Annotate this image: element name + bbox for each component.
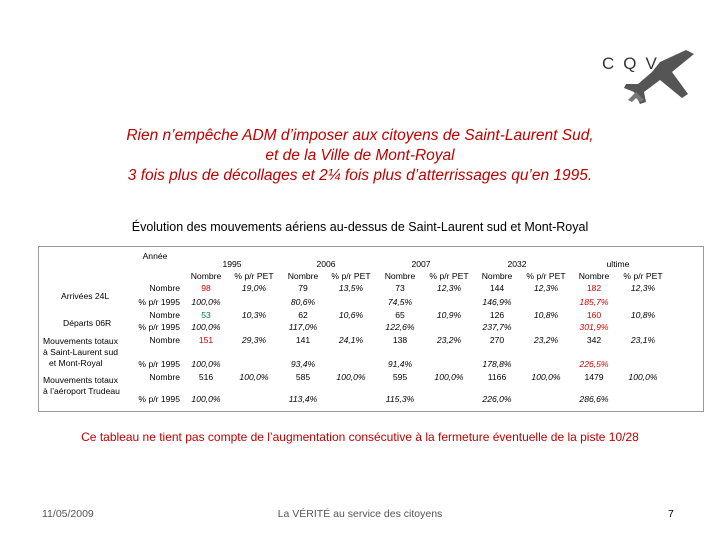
- cell-slm-pct: 91,4%: [387, 359, 413, 369]
- cell-slm-n: 342: [586, 335, 602, 345]
- cell-slm-pet: 24,1%: [338, 335, 364, 345]
- footer-date: 11/05/2009: [42, 508, 94, 520]
- headline-line-1: Rien n’empêche ADM d’imposer aux citoyens de Saint-Laurent Sud,: [126, 127, 594, 144]
- col-header-nombre: Nombre: [384, 271, 416, 281]
- cell-slm-n: 151: [198, 335, 214, 345]
- cell-arr-pct: 100,0%: [191, 297, 221, 307]
- cell-aero-pet: 100,0%: [434, 372, 464, 382]
- cell-arr-pet: 13,5%: [338, 283, 364, 293]
- cell-aero-n: 595: [392, 372, 408, 382]
- row-group-mvt-aero: à l’aéroport Trudeau: [43, 386, 120, 396]
- footnote: Ce tableau ne tient pas compte de l’augmentation consécutive à la fermeture éventuelle de la piste 10/28: [81, 430, 639, 444]
- cell-slm-pet: 23,1%: [630, 335, 656, 345]
- cell-dep-n: 160: [586, 310, 602, 320]
- cell-aero-pct: 113,4%: [288, 394, 318, 404]
- cell-arr-n: 98: [201, 283, 211, 293]
- airplane-icon: [590, 42, 700, 112]
- col-header-pct-pet: % p/r PET: [429, 271, 469, 281]
- col-header-pct-pet: % p/r PET: [331, 271, 371, 281]
- row-group-mvt-slm: et Mont-Royal: [49, 358, 103, 368]
- col-header-nombre: Nombre: [481, 271, 513, 281]
- page-number: 7: [668, 508, 674, 520]
- table-title: Évolution des mouvements aériens au-dessus de Saint-Laurent sud et Mont-Royal: [131, 220, 589, 234]
- cell-aero-n: 1166: [487, 372, 507, 382]
- cell-aero-pet: 100,0%: [531, 372, 561, 382]
- col-header-nombre: Nombre: [287, 271, 319, 281]
- cell-arr-pet: 19,0%: [241, 283, 267, 293]
- row-group-mvt-slm: Mouvements totaux: [43, 336, 118, 346]
- cell-aero-pct: 100,0%: [191, 394, 221, 404]
- sub-label: % p/r 1995: [138, 322, 180, 332]
- col-header-pct-pet: % p/r PET: [526, 271, 566, 281]
- cell-dep-n: 53: [201, 310, 211, 320]
- year-header: 2006: [316, 259, 336, 269]
- cell-arr-pet: 12,3%: [533, 283, 559, 293]
- cell-arr-pct: 146,9%: [482, 297, 512, 307]
- cell-slm-pet: 29,3%: [241, 335, 267, 345]
- cell-slm-n: 138: [392, 335, 408, 345]
- cell-arr-pet: 12,3%: [436, 283, 462, 293]
- cell-dep-pct: 301,9%: [579, 322, 609, 332]
- sub-label: % p/r 1995: [138, 359, 180, 369]
- footer-center: La VÉRITÉ au service des citoyens: [277, 508, 443, 520]
- sub-label: % p/r 1995: [138, 394, 180, 404]
- sub-label: Nombre: [149, 310, 180, 320]
- cell-dep-pet: 10,3%: [241, 310, 267, 320]
- col-header-pct-pet: % p/r PET: [234, 271, 274, 281]
- year-header: 1995: [222, 259, 242, 269]
- logo-text: CQV: [602, 54, 666, 73]
- cell-aero-pct: 286,6%: [579, 394, 609, 404]
- headline-line-3: 3 fois plus de décollages et 2¼ fois plus d’atterrissages qu’en 1995.: [127, 167, 593, 184]
- cell-dep-n: 65: [395, 310, 405, 320]
- cell-arr-pet: 12,3%: [630, 283, 656, 293]
- cell-aero-pct: 226,0%: [482, 394, 512, 404]
- cell-dep-pct: 122,6%: [385, 322, 415, 332]
- cell-dep-pet: 10,8%: [630, 310, 656, 320]
- cell-dep-pet: 10,6%: [338, 310, 364, 320]
- cell-slm-pet: 23,2%: [533, 335, 559, 345]
- col-header-pct-pet: % p/r PET: [623, 271, 663, 281]
- cqv-logo: [590, 42, 700, 112]
- movements-table: [38, 246, 704, 412]
- cell-arr-pct: 185,7%: [579, 297, 609, 307]
- cell-aero-pct: 115,3%: [385, 394, 415, 404]
- cell-aero-n: 1479: [584, 372, 604, 382]
- sub-label: Nombre: [149, 372, 180, 382]
- cell-dep-pct: 237,7%: [482, 322, 512, 332]
- row-group-departs: Départs 06R: [63, 318, 112, 328]
- cell-arr-n: 79: [298, 283, 308, 293]
- cell-dep-pet: 10,8%: [533, 310, 559, 320]
- cell-slm-pet: 23,2%: [436, 335, 462, 345]
- cell-aero-n: 585: [295, 372, 311, 382]
- headline-line-2: et de la Ville de Mont-Royal: [265, 147, 455, 164]
- sub-label: % p/r 1995: [138, 297, 180, 307]
- year-header: 2007: [411, 259, 431, 269]
- row-group-arrivees: Arrivées 24L: [61, 291, 110, 301]
- cell-dep-n: 62: [298, 310, 308, 320]
- annee-label: Année: [142, 251, 168, 261]
- cell-dep-pet: 10,9%: [436, 310, 462, 320]
- cell-dep-pct: 100,0%: [191, 322, 221, 332]
- cell-aero-pet: 100,0%: [628, 372, 658, 382]
- cell-slm-pct: 100,0%: [191, 359, 221, 369]
- cell-aero-pet: 100,0%: [336, 372, 366, 382]
- cell-aero-n: 516: [198, 372, 214, 382]
- year-header: 2032: [507, 259, 527, 269]
- year-header: ultime: [606, 259, 630, 269]
- cell-arr-n: 73: [395, 283, 405, 293]
- cell-aero-pet: 100,0%: [239, 372, 269, 382]
- cell-slm-pct: 226,5%: [579, 359, 609, 369]
- cell-arr-pct: 74,5%: [387, 297, 413, 307]
- sub-label: Nombre: [149, 335, 180, 345]
- cell-slm-pct: 93,4%: [290, 359, 316, 369]
- cell-slm-pct: 178,8%: [482, 359, 512, 369]
- cell-dep-n: 126: [489, 310, 505, 320]
- cell-slm-n: 270: [489, 335, 505, 345]
- row-group-mvt-slm: à Saint-Laurent sud: [43, 347, 119, 357]
- cell-arr-pct: 80,6%: [290, 297, 316, 307]
- col-header-nombre: Nombre: [190, 271, 222, 281]
- cell-dep-pct: 117,0%: [288, 322, 318, 332]
- sub-label: Nombre: [149, 283, 180, 293]
- cell-arr-n: 144: [489, 283, 505, 293]
- row-group-mvt-aero: Mouvements totaux: [43, 375, 118, 385]
- cell-slm-n: 141: [295, 335, 311, 345]
- col-header-nombre: Nombre: [578, 271, 610, 281]
- cell-arr-n: 182: [586, 283, 602, 293]
